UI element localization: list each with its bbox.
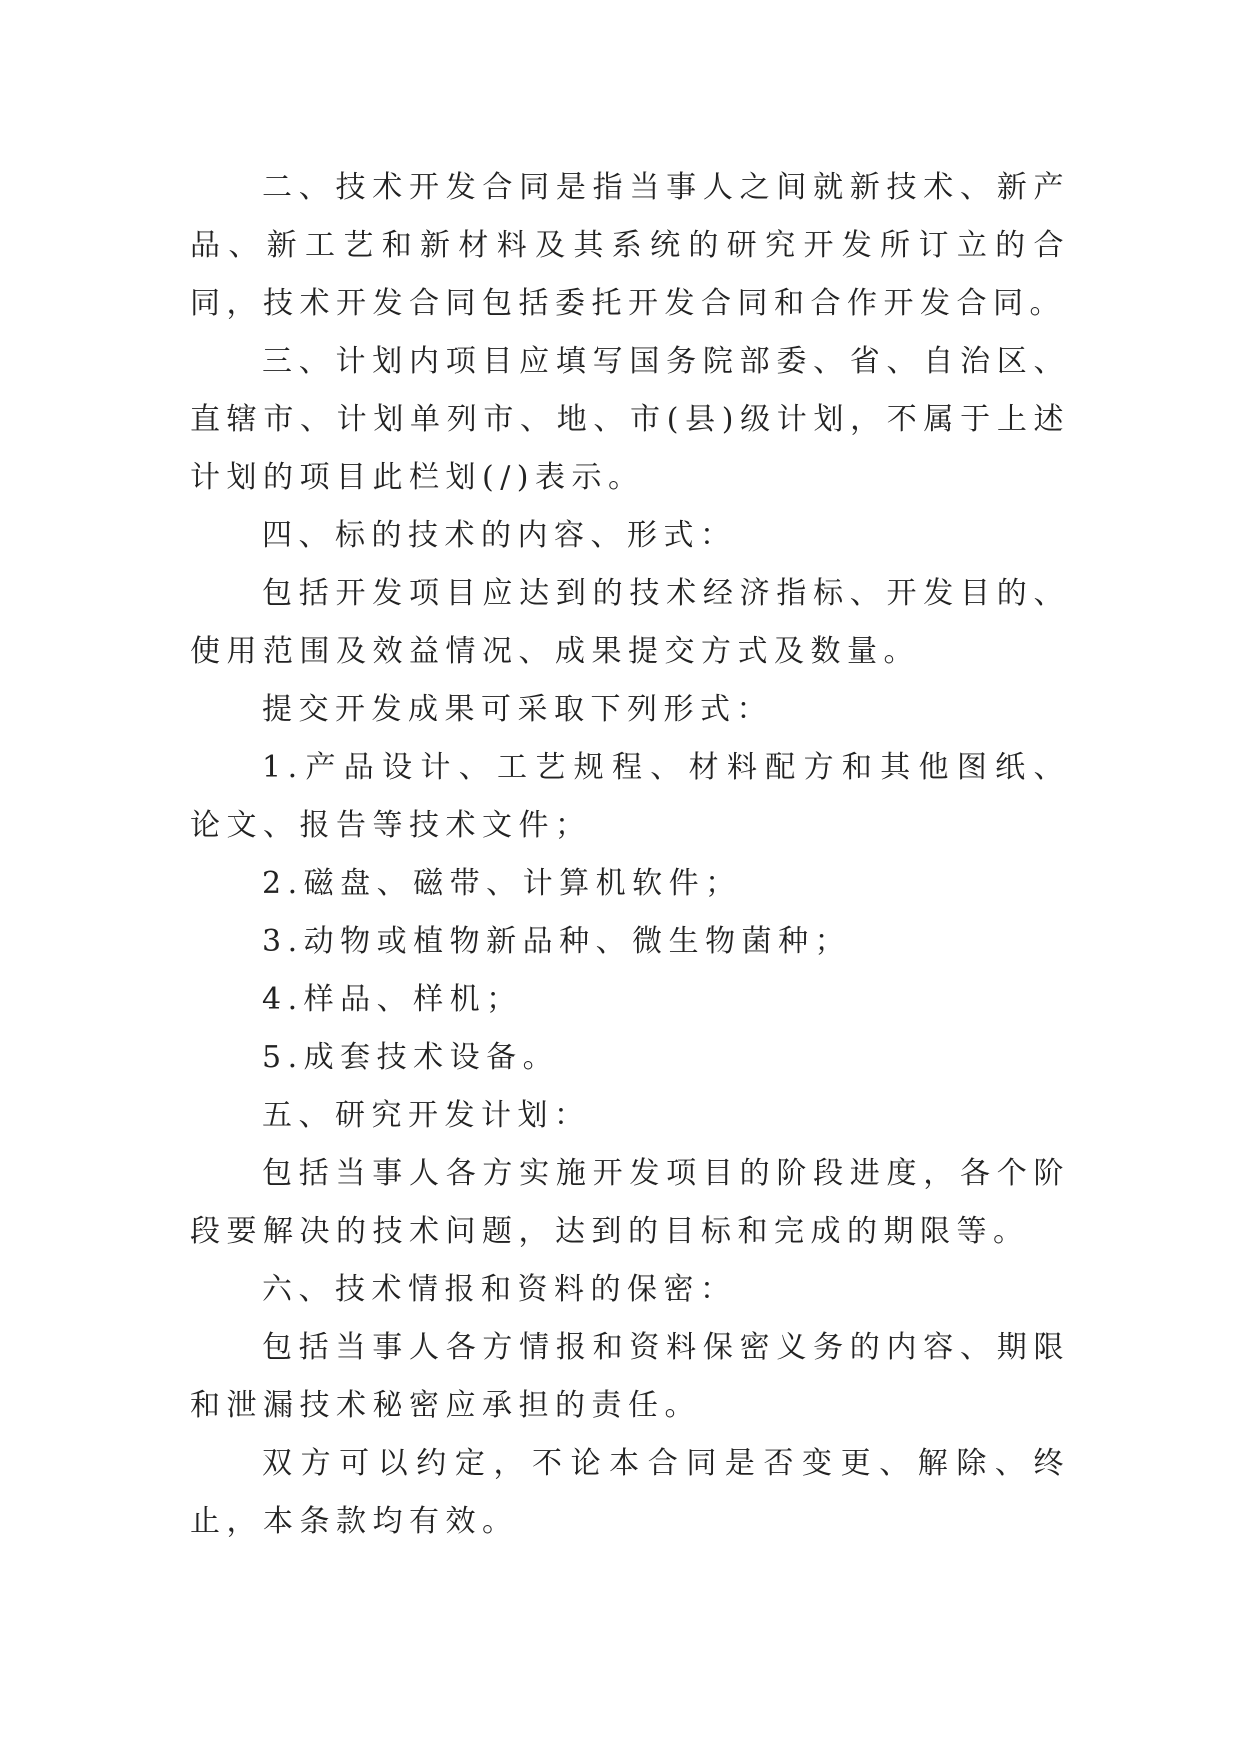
heading-clause-4: 四、标的技术的内容、形式： xyxy=(262,518,737,553)
paragraph-clause-5-content: 包括当事人各方实施开发项目的阶段进度，各个阶段要解决的技术问题，达到的目标和完成的期限等。 xyxy=(190,1156,1070,1249)
paragraph-result-forms-intro: 提交开发成果可采取下列形式： xyxy=(262,692,773,727)
list-item-form-5: 5.成套技术设备。 xyxy=(262,1040,560,1075)
list-item-form-4: 4.样品、样机； xyxy=(262,982,523,1017)
paragraph-clause-6-content: 包括当事人各方情报和资料保密义务的内容、期限和泄漏技术秘密应承担的责任。 xyxy=(190,1330,1070,1423)
list-item-form-3: 3.动物或植物新品种、微生物菌种； xyxy=(262,924,852,959)
paragraph-clause-3: 三、计划内项目应填写国务院部委、省、自治区、直辖市、计划单列市、地、市(县)级计划，不属于上述计划的项目此栏划(/)表示。 xyxy=(190,344,1070,495)
list-item-form-2: 2.磁盘、磁带、计算机软件； xyxy=(262,866,742,901)
paragraph-clause-2: 二、技术开发合同是指当事人之间就新技术、新产品、新工艺和新材料及其系统的研究开发所订立的合同，技术开发合同包括委托开发合同和合作开发合同。 xyxy=(190,170,1070,321)
heading-clause-6: 六、技术情报和资料的保密： xyxy=(262,1272,737,1307)
heading-clause-5: 五、研究开发计划： xyxy=(262,1098,591,1133)
list-item-form-1: 1.产品设计、工艺规程、材料配方和其他图纸、论文、报告等技术文件； xyxy=(190,750,1070,843)
paragraph-clause-4-content: 包括开发项目应达到的技术经济指标、开发目的、使用范围及效益情况、成果提交方式及数量。 xyxy=(190,576,1070,669)
document-body xyxy=(190,159,1070,1551)
paragraph-clause-6-validity: 双方可以约定，不论本合同是否变更、解除、终止，本条款均有效。 xyxy=(190,1446,1070,1539)
